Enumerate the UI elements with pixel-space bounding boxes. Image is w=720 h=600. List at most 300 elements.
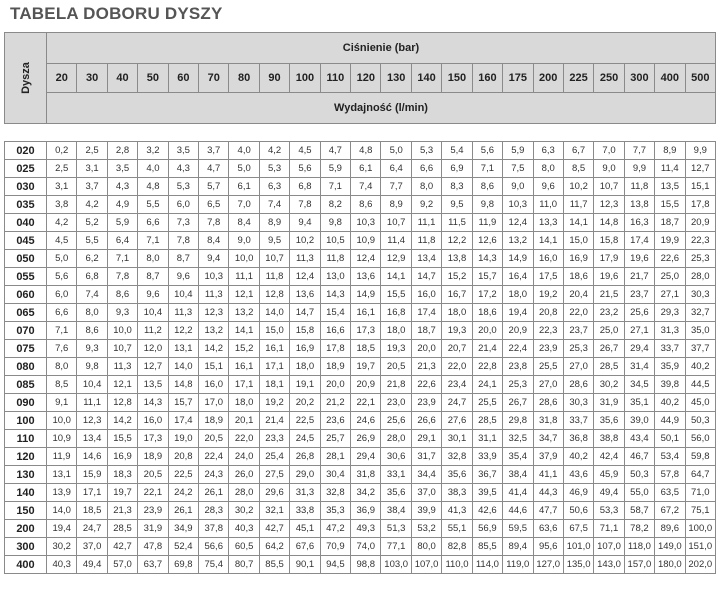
flow-cell: 31,8 (533, 412, 563, 430)
flow-cell: 6,6 (138, 214, 168, 232)
flow-cell: 19,6 (594, 268, 624, 286)
flow-cell: 82,8 (442, 538, 472, 556)
flow-cell: 53,3 (594, 502, 624, 520)
flow-cell: 8,7 (168, 250, 198, 268)
flow-cell: 6,6 (411, 160, 441, 178)
page-title: TABELA DOBORU DYSZY (10, 4, 223, 23)
flow-cell: 20,0 (320, 376, 350, 394)
flow-cell: 3,7 (77, 178, 107, 196)
flow-cell: 28,0 (685, 268, 715, 286)
flow-cell: 23,3 (259, 430, 289, 448)
flow-cell: 11,1 (411, 214, 441, 232)
flow-cell: 30,3 (563, 394, 593, 412)
flow-cell: 9,6 (138, 286, 168, 304)
flow-cell: 9,8 (77, 358, 107, 376)
flow-cell: 23,2 (594, 304, 624, 322)
flow-cell: 8,7 (138, 268, 168, 286)
flow-cell: 8,0 (47, 358, 77, 376)
flow-cell: 6,9 (442, 160, 472, 178)
flow-cell: 12,2 (442, 232, 472, 250)
flow-cell: 28,5 (594, 358, 624, 376)
nozzle-size: 055 (5, 268, 47, 286)
flow-cell: 27,0 (563, 358, 593, 376)
nozzle-size: 045 (5, 232, 47, 250)
nozzle-size: 025 (5, 160, 47, 178)
flow-cell: 12,4 (503, 214, 533, 232)
flow-cell: 18,7 (655, 214, 685, 232)
flow-cell: 18,0 (503, 286, 533, 304)
flow-cell: 110,0 (442, 556, 472, 574)
flow-cell: 44,9 (655, 412, 685, 430)
flow-cell: 25,6 (381, 412, 411, 430)
flow-cell: 6,8 (290, 178, 320, 196)
flow-cell: 8,9 (381, 196, 411, 214)
flow-cell: 23,0 (381, 394, 411, 412)
flow-cell: 21,5 (594, 286, 624, 304)
table-row (5, 214, 716, 232)
flow-cell: 11,9 (472, 214, 502, 232)
flow-cell: 13,1 (47, 466, 77, 484)
flow-cell: 85,5 (259, 556, 289, 574)
flow-cell: 22,0 (229, 430, 259, 448)
pressure-value-50: 50 (138, 64, 168, 93)
flow-cell: 67,2 (655, 502, 685, 520)
flow-cell: 11,9 (47, 448, 77, 466)
flow-cell: 63,6 (533, 520, 563, 538)
flow-cell: 15,5 (107, 430, 137, 448)
flow-cell: 11,4 (655, 160, 685, 178)
flow-cell: 9,5 (259, 232, 289, 250)
flow-cell: 19,6 (624, 250, 654, 268)
flow-cell: 25,3 (685, 250, 715, 268)
flow-cell: 33,1 (381, 466, 411, 484)
flow-cell: 41,1 (533, 466, 563, 484)
flow-cell: 13,2 (199, 322, 229, 340)
flow-cell: 5,9 (320, 160, 350, 178)
pressure-value-110: 110 (320, 64, 350, 93)
flow-cell: 19,7 (107, 484, 137, 502)
flow-cell: 9,0 (229, 232, 259, 250)
flow-cell: 37,0 (77, 538, 107, 556)
flow-cell: 17,1 (77, 484, 107, 502)
flow-cell: 19,7 (351, 358, 381, 376)
flow-cell: 3,1 (77, 160, 107, 178)
flow-cell: 12,1 (107, 376, 137, 394)
flow-cell: 12,6 (472, 232, 502, 250)
flow-cell: 103,0 (381, 556, 411, 574)
flow-cell: 30,2 (594, 376, 624, 394)
flow-cell: 36,8 (563, 430, 593, 448)
flow-cell: 10,4 (138, 304, 168, 322)
nozzle-size: 050 (5, 250, 47, 268)
flow-cell: 25,5 (533, 358, 563, 376)
flow-cell: 49,4 (594, 484, 624, 502)
nozzle-size: 070 (5, 322, 47, 340)
flow-cell: 12,9 (381, 250, 411, 268)
flow-cell: 45,9 (594, 466, 624, 484)
flow-cell: 39,5 (472, 484, 502, 502)
flow-cell: 31,3 (290, 484, 320, 502)
flow-cell: 47,8 (138, 538, 168, 556)
flow-cell: 18,0 (229, 394, 259, 412)
flow-cell: 5,4 (442, 142, 472, 160)
flow-cell: 42,6 (472, 502, 502, 520)
flow-cell: 13,4 (77, 430, 107, 448)
flow-cell: 43,4 (624, 430, 654, 448)
flow-cell: 20,9 (351, 376, 381, 394)
flow-cell: 6,0 (168, 196, 198, 214)
table-row (5, 520, 716, 538)
flow-cell: 10,3 (199, 268, 229, 286)
flow-cell: 7,1 (472, 160, 502, 178)
table-row (5, 196, 716, 214)
flow-cell: 18,6 (472, 304, 502, 322)
flow-cell: 90,1 (290, 556, 320, 574)
flow-cell: 2,8 (107, 142, 137, 160)
flow-cell: 42,4 (594, 448, 624, 466)
flow-cell: 37,8 (199, 520, 229, 538)
pressure-value-200: 200 (533, 64, 563, 93)
flow-cell: 34,2 (351, 484, 381, 502)
flow-cell: 15,2 (229, 340, 259, 358)
flow-cell: 19,9 (655, 232, 685, 250)
flow-cell: 53,4 (655, 448, 685, 466)
flow-cell: 12,4 (290, 268, 320, 286)
flow-cell: 22,0 (442, 358, 472, 376)
flow-cell: 21,3 (411, 358, 441, 376)
flow-cell: 4,3 (168, 160, 198, 178)
flow-cell: 21,2 (320, 394, 350, 412)
flow-cell: 64,2 (259, 538, 289, 556)
flow-cell: 10,0 (107, 322, 137, 340)
pressure-value-500: 500 (685, 64, 715, 93)
flow-cell: 29,4 (351, 448, 381, 466)
table-row (5, 448, 716, 466)
flow-cell: 32,7 (685, 304, 715, 322)
pressure-value-175: 175 (503, 64, 533, 93)
pressure-value-120: 120 (351, 64, 381, 93)
table-row (5, 484, 716, 502)
flow-cell: 6,4 (381, 160, 411, 178)
flow-cell: 18,1 (259, 376, 289, 394)
flow-cell: 157,0 (624, 556, 654, 574)
flow-cell: 13,6 (290, 286, 320, 304)
nozzle-size: 035 (5, 196, 47, 214)
flow-cell: 22,3 (533, 322, 563, 340)
pressure-value-130: 130 (381, 64, 411, 93)
flow-cell: 22,1 (138, 484, 168, 502)
flow-cell: 32,8 (442, 448, 472, 466)
flow-cell: 37,0 (411, 484, 441, 502)
flow-cell: 20,5 (381, 358, 411, 376)
flow-cell: 5,5 (77, 232, 107, 250)
flow-cell: 180,0 (655, 556, 685, 574)
flow-cell: 4,7 (199, 160, 229, 178)
flow-cell: 22,4 (503, 340, 533, 358)
flow-cell: 7,8 (168, 232, 198, 250)
flow-cell: 37,7 (685, 340, 715, 358)
flow-cell: 15,0 (259, 322, 289, 340)
flow-cell: 26,0 (229, 466, 259, 484)
table-row (5, 178, 716, 196)
flow-cell: 80,7 (229, 556, 259, 574)
pressure-value-160: 160 (472, 64, 502, 93)
flow-cell: 20,0 (472, 322, 502, 340)
flow-cell: 26,8 (290, 448, 320, 466)
flow-cell: 35,0 (685, 322, 715, 340)
flow-cell: 18,9 (320, 358, 350, 376)
flow-cell: 34,9 (168, 520, 198, 538)
flow-cell: 9,4 (199, 250, 229, 268)
flow-cell: 26,9 (351, 430, 381, 448)
flow-cell: 10,2 (563, 178, 593, 196)
flow-cell: 20,9 (685, 214, 715, 232)
flow-data-body (5, 124, 716, 574)
flow-cell: 14,3 (320, 286, 350, 304)
flow-cell: 49,4 (77, 556, 107, 574)
flow-cell: 12,3 (199, 304, 229, 322)
flow-cell: 12,7 (138, 358, 168, 376)
pressure-value-250: 250 (594, 64, 624, 93)
flow-cell: 67,5 (563, 520, 593, 538)
flow-cell: 22,8 (472, 358, 502, 376)
flow-cell: 27,6 (442, 412, 472, 430)
table-row (5, 412, 716, 430)
flow-cell: 5,6 (47, 268, 77, 286)
flow-cell: 29,8 (503, 412, 533, 430)
flow-cell: 10,7 (381, 214, 411, 232)
flow-cell: 5,7 (199, 178, 229, 196)
flow-cell: 35,6 (594, 412, 624, 430)
flow-cell: 25,0 (594, 322, 624, 340)
flow-cell: 101,0 (563, 538, 593, 556)
flow-cell: 2,5 (77, 142, 107, 160)
flow-cell: 26,1 (199, 484, 229, 502)
nozzle-size: 400 (5, 556, 47, 574)
flow-cell: 22,4 (199, 448, 229, 466)
flow-cell: 57,0 (107, 556, 137, 574)
flow-cell: 5,3 (411, 142, 441, 160)
flow-cell: 28,1 (320, 448, 350, 466)
flow-cell: 14,0 (259, 304, 289, 322)
flow-cell: 23,7 (563, 322, 593, 340)
flow-cell: 5,6 (290, 160, 320, 178)
flow-cell: 39,9 (411, 502, 441, 520)
header-spacer (5, 124, 716, 142)
pressure-value-90: 90 (259, 64, 289, 93)
flow-cell: 9,9 (685, 142, 715, 160)
flow-cell: 31,4 (624, 358, 654, 376)
nozzle-size: 130 (5, 466, 47, 484)
flow-cell: 47,7 (533, 502, 563, 520)
flow-cell: 18,9 (138, 448, 168, 466)
flow-cell: 46,7 (624, 448, 654, 466)
flow-cell: 10,4 (77, 376, 107, 394)
flow-cell: 98,8 (351, 556, 381, 574)
flow-cell: 63,5 (655, 484, 685, 502)
flow-cell: 9,2 (411, 196, 441, 214)
flow-cell: 16,9 (290, 340, 320, 358)
flow-cell: 8,0 (77, 304, 107, 322)
pressure-values-row (5, 64, 716, 93)
flow-cell: 5,0 (381, 142, 411, 160)
flow-cell: 17,1 (229, 376, 259, 394)
flow-cell: 28,5 (107, 520, 137, 538)
flow-cell: 35,9 (655, 358, 685, 376)
flow-cell: 9,6 (533, 178, 563, 196)
flow-cell: 22,6 (411, 376, 441, 394)
flow-cell: 40,2 (655, 394, 685, 412)
table-row (5, 142, 716, 160)
flow-cell: 31,8 (351, 466, 381, 484)
flow-cell: 13,2 (229, 304, 259, 322)
flow-cell: 4,2 (259, 142, 289, 160)
flow-cell: 15,2 (442, 268, 472, 286)
flow-cell: 32,8 (320, 484, 350, 502)
flow-cell: 49,3 (351, 520, 381, 538)
flow-cell: 21,4 (472, 340, 502, 358)
flow-cell: 22,3 (685, 232, 715, 250)
flow-cell: 13,3 (533, 214, 563, 232)
pressure-value-70: 70 (199, 64, 229, 93)
flow-cell: 20,8 (168, 448, 198, 466)
flow-cell: 20,7 (442, 340, 472, 358)
flow-cell: 50,3 (685, 412, 715, 430)
flow-cell: 16,8 (381, 304, 411, 322)
flow-cell: 7,8 (290, 196, 320, 214)
flow-cell: 7,7 (624, 142, 654, 160)
flow-cell: 59,5 (503, 520, 533, 538)
flow-cell: 40,3 (47, 556, 77, 574)
flow-cell: 11,1 (77, 394, 107, 412)
table-row (5, 376, 716, 394)
flow-cell: 10,0 (229, 250, 259, 268)
flow-cell: 23,7 (624, 286, 654, 304)
flow-cell: 7,4 (351, 178, 381, 196)
flow-cell: 25,7 (320, 430, 350, 448)
flow-cell: 17,9 (594, 250, 624, 268)
flow-cell: 30,3 (685, 286, 715, 304)
flow-cell: 25,3 (563, 340, 593, 358)
flow-cell: 30,4 (320, 466, 350, 484)
flow-cell: 118,0 (624, 538, 654, 556)
flow-cell: 14,2 (107, 412, 137, 430)
flow-cell: 7,6 (47, 340, 77, 358)
flow-cell: 19,0 (168, 430, 198, 448)
nozzle-size: 100 (5, 412, 47, 430)
flow-cell: 16,0 (199, 376, 229, 394)
flow-cell: 28,6 (563, 376, 593, 394)
table-row (5, 268, 716, 286)
flow-cell: 8,9 (655, 142, 685, 160)
flow-cell: 44,6 (503, 502, 533, 520)
flow-cell: 24,3 (199, 466, 229, 484)
flow-cell: 71,0 (685, 484, 715, 502)
flow-cell: 14,2 (199, 340, 229, 358)
flow-cell: 9,8 (472, 196, 502, 214)
flow-cell: 13,2 (503, 232, 533, 250)
flow-cell: 56,9 (472, 520, 502, 538)
nozzle-selection-table-wrapper (4, 32, 716, 595)
flow-cell: 6,0 (47, 286, 77, 304)
table-row (5, 160, 716, 178)
flow-cell: 14,7 (290, 304, 320, 322)
flow-cell: 33,8 (290, 502, 320, 520)
flow-cell: 64,7 (685, 466, 715, 484)
flow-cell: 3,7 (199, 142, 229, 160)
flow-cell: 31,7 (411, 448, 441, 466)
flow-cell: 69,8 (168, 556, 198, 574)
flow-cell: 5,0 (229, 160, 259, 178)
flow-cell: 10,3 (351, 214, 381, 232)
flow-cell: 10,7 (594, 178, 624, 196)
flow-cell: 12,2 (168, 322, 198, 340)
flow-cell: 22,0 (563, 304, 593, 322)
flow-cell: 21,3 (107, 502, 137, 520)
flow-cell: 12,8 (107, 394, 137, 412)
flow-cell: 21,7 (624, 268, 654, 286)
flow-cell: 20,0 (411, 340, 441, 358)
flow-cell: 57,8 (655, 466, 685, 484)
flow-cell: 18,5 (351, 340, 381, 358)
flow-cell: 20,1 (229, 412, 259, 430)
flow-cell: 38,4 (381, 502, 411, 520)
flow-cell: 7,1 (47, 322, 77, 340)
flow-cell: 7,1 (107, 250, 137, 268)
flow-cell: 29,4 (624, 340, 654, 358)
nozzle-size: 110 (5, 430, 47, 448)
pressure-value-300: 300 (624, 64, 654, 93)
flow-cell: 52,4 (168, 538, 198, 556)
flow-cell: 14,0 (47, 502, 77, 520)
flow-cell: 14,0 (168, 358, 198, 376)
table-row (5, 556, 716, 574)
flow-cell: 20,5 (199, 430, 229, 448)
flow-cell: 5,2 (77, 214, 107, 232)
flow-cell: 63,7 (138, 556, 168, 574)
nozzle-size: 040 (5, 214, 47, 232)
pressure-value-20: 20 (47, 64, 77, 93)
flow-cell: 4,0 (138, 160, 168, 178)
flow-cell: 10,7 (107, 340, 137, 358)
nozzle-selection-table (4, 32, 716, 574)
flow-cell: 43,6 (563, 466, 593, 484)
flow-cell: 7,7 (381, 178, 411, 196)
flow-cell: 9,5 (442, 196, 472, 214)
flow-cell: 4,8 (138, 178, 168, 196)
flow-cell: 40,2 (685, 358, 715, 376)
flow-cell: 16,6 (320, 322, 350, 340)
table-row (5, 466, 716, 484)
flow-cell: 33,7 (655, 340, 685, 358)
flow-cell: 23,9 (533, 340, 563, 358)
flow-cell: 22,1 (351, 394, 381, 412)
flow-cell: 50,6 (563, 502, 593, 520)
flow-cell: 12,7 (685, 160, 715, 178)
flow-cell: 13,5 (138, 376, 168, 394)
flow-cell: 29,3 (655, 304, 685, 322)
nozzle-size: 020 (5, 142, 47, 160)
flow-cell: 6,3 (259, 178, 289, 196)
flow-cell: 12,3 (77, 412, 107, 430)
flow-cell: 45,0 (685, 394, 715, 412)
flow-cell: 27,0 (533, 376, 563, 394)
flow-cell: 32,1 (259, 502, 289, 520)
flow-cell: 40,3 (229, 520, 259, 538)
nozzle-size: 200 (5, 520, 47, 538)
flow-cell: 6,4 (107, 232, 137, 250)
flow-cell: 5,9 (503, 142, 533, 160)
